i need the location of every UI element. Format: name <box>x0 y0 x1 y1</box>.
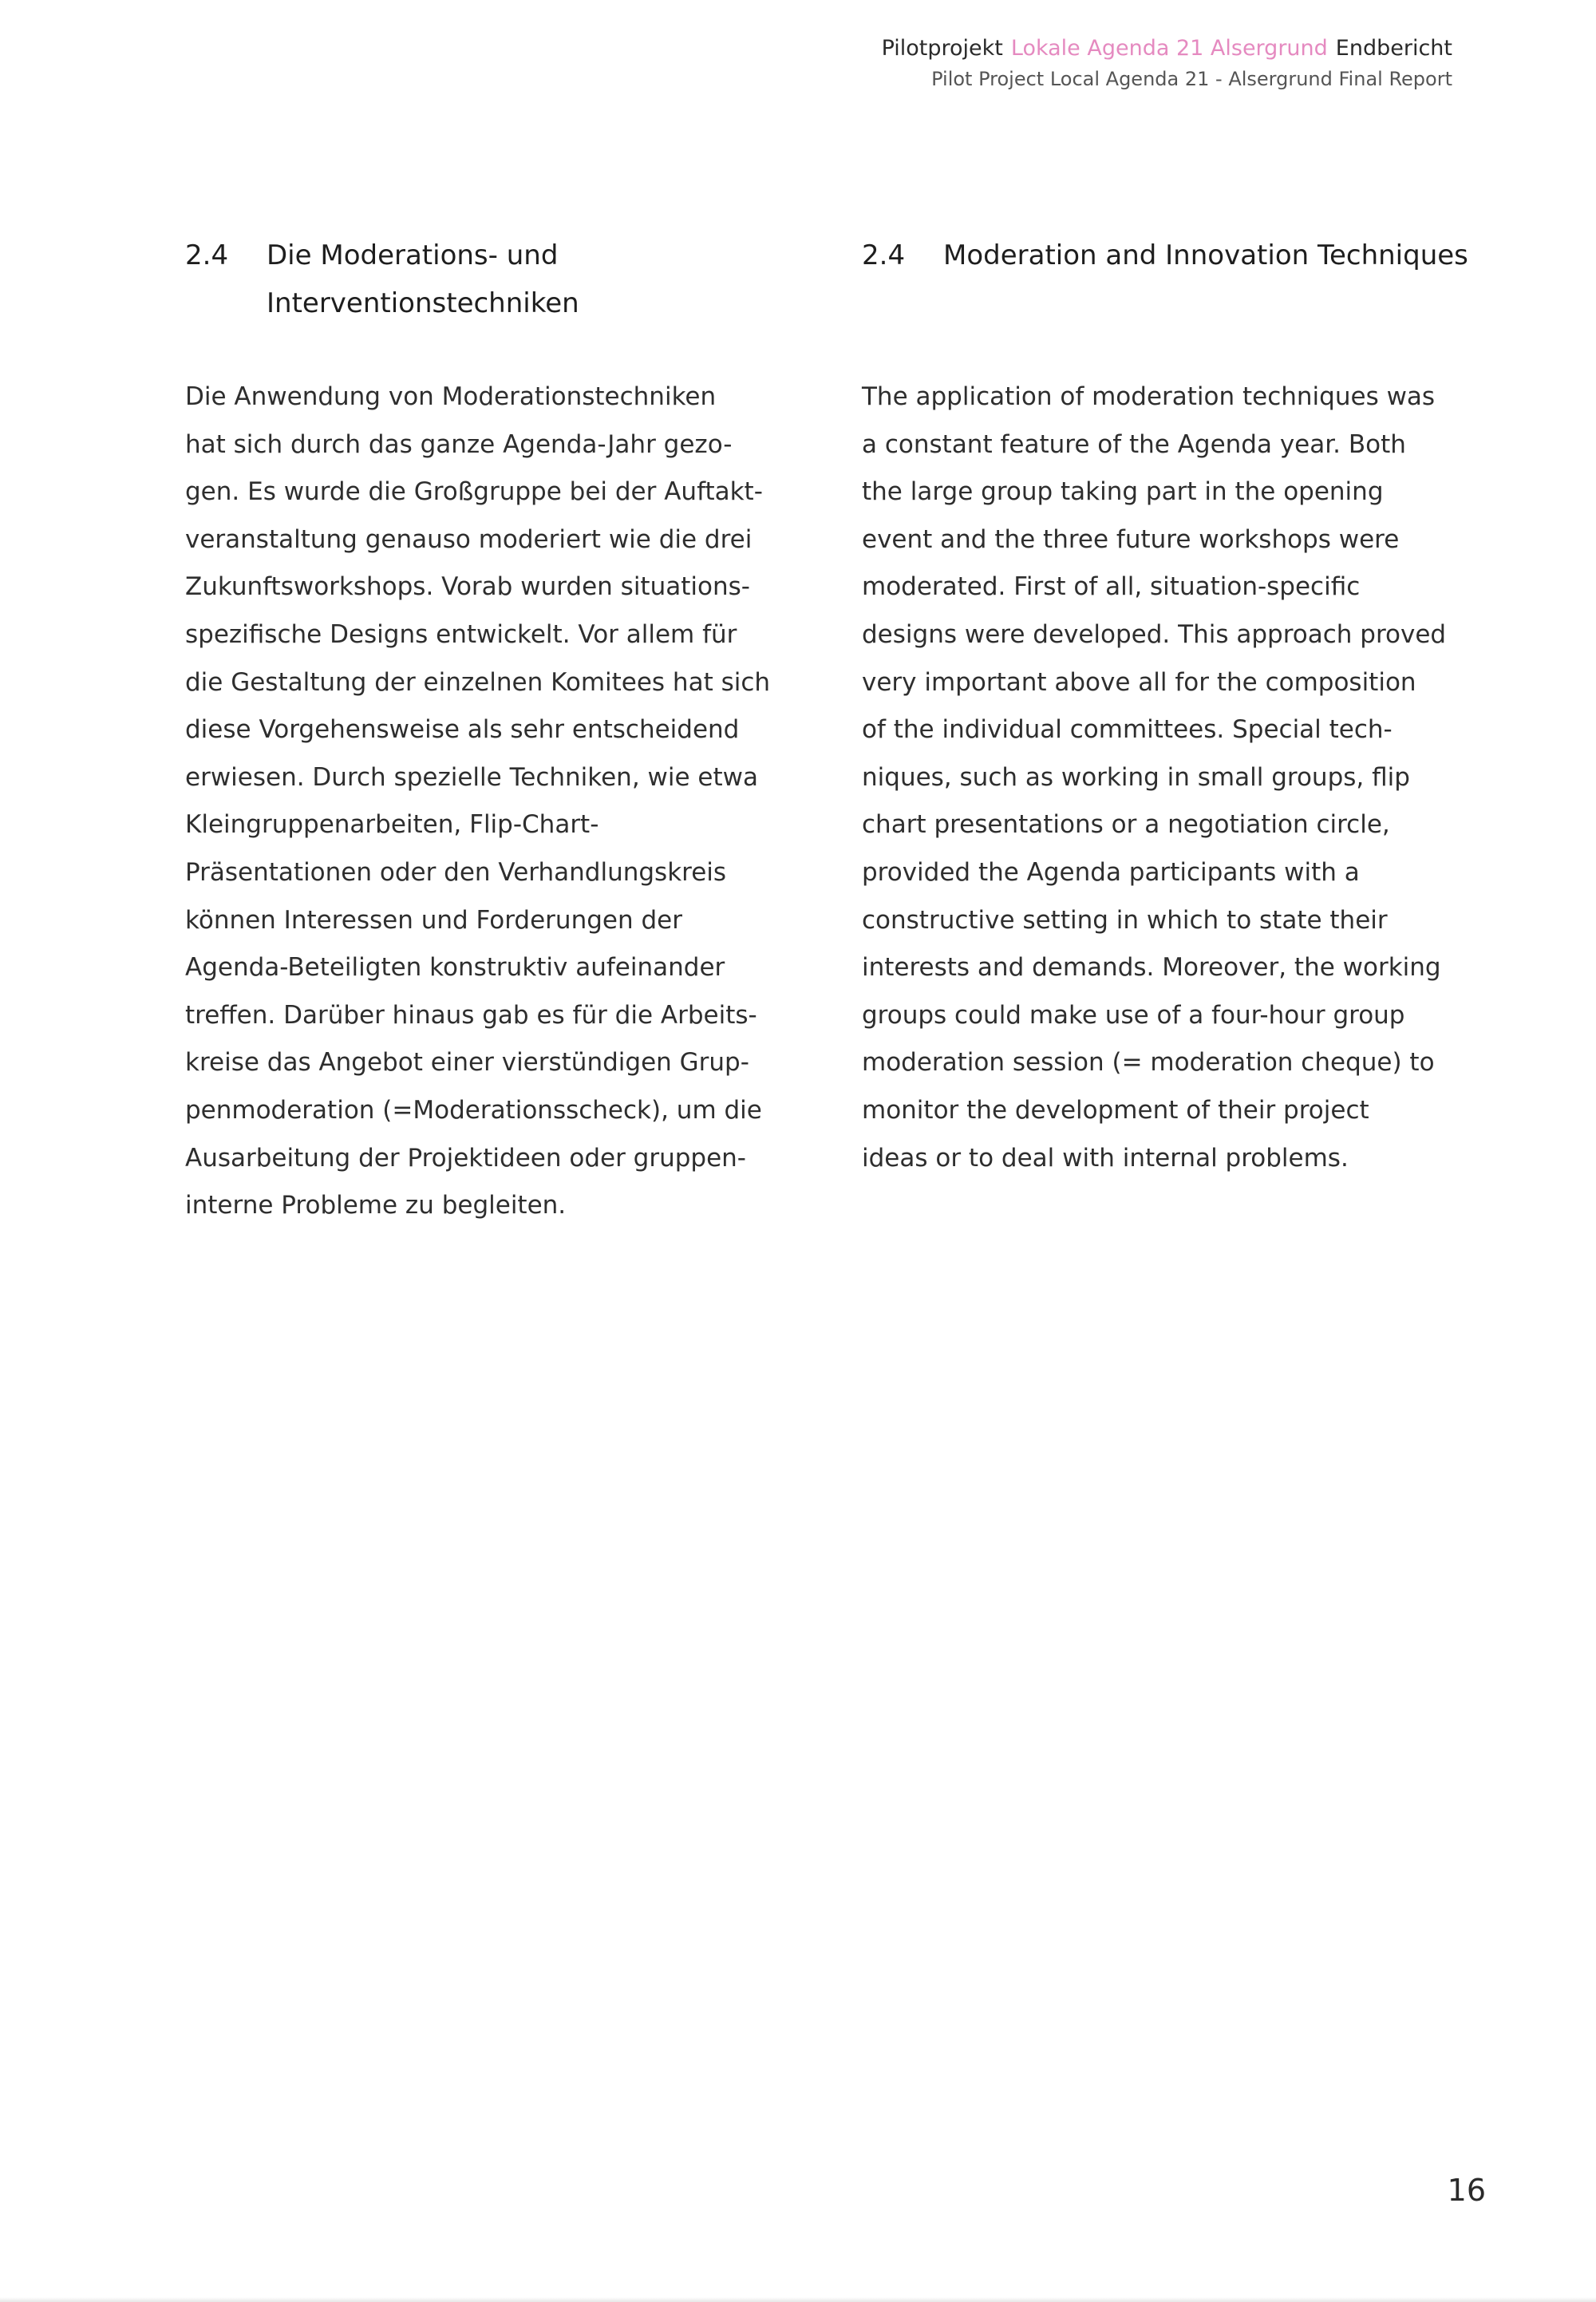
text-line: moderation session (= moderation cheque) to <box>862 1048 1435 1078</box>
text-line: spezifische Designs entwickelt. Vor allem für <box>185 619 737 649</box>
text-line: interne Probleme zu begleiten. <box>185 1191 567 1220</box>
text-line: Zukunftsworkshops. Vorab wurden situations- <box>185 572 750 602</box>
header-title <box>882 32 1452 65</box>
text-line: Agenda-Beteiligten konstruktiv aufeinander <box>185 953 725 983</box>
text-line: designs were developed. This approach proved <box>862 619 1447 649</box>
text-line: The application of moderation techniques was <box>862 382 1436 411</box>
header-suffix: Endbericht <box>1335 36 1452 61</box>
text-line: Präsentationen oder den Verhandlungskreis <box>185 857 727 887</box>
text-line: niques, such as working in small groups, flip <box>862 762 1410 792</box>
text-line: provided the Agenda participants with a <box>862 857 1360 887</box>
text-line: die Gestaltung der einzelnen Komitees hat sich <box>185 667 771 697</box>
text-line: very important above all for the composition <box>862 667 1416 697</box>
text-line: of the individual committees. Special tech- <box>862 715 1393 745</box>
page-edge <box>0 2297 1596 2302</box>
text-line: event and the three future workshops were <box>862 524 1400 554</box>
text-line: veranstaltung genauso moderiert wie die drei <box>185 524 753 554</box>
text-line: gen. Es wurde die Großgruppe bei der Auftakt- <box>185 477 763 507</box>
text-line: kreise das Angebot einer vierstündigen Grup- <box>185 1048 749 1078</box>
text-line: penmoderation (=Moderationsscheck), um die <box>185 1095 762 1125</box>
text-line: Ausarbeitung der Projektideen oder gruppen- <box>185 1143 746 1173</box>
text-line: hat sich durch das ganze Agenda-Jahr gezo- <box>185 429 733 459</box>
page-number: 16 <box>1447 2173 1486 2208</box>
english-section-number: 2.4 <box>862 239 906 271</box>
text-line: interests and demands. Moreover, the working <box>862 953 1441 983</box>
german-heading <box>185 231 792 327</box>
text-line: groups could make use of a four-hour group <box>862 1000 1405 1030</box>
text-line: Die Anwendung von Moderationstechniken <box>185 382 717 411</box>
german-section-number: 2.4 <box>185 239 229 271</box>
running-header <box>882 32 1452 93</box>
header-accent: Lokale Agenda 21 Alsergrund <box>1010 36 1328 61</box>
text-line: a constant feature of the Agenda year. Both <box>862 429 1406 459</box>
german-section-title <box>267 231 792 327</box>
text-line: chart presentations or a negotiation circle, <box>862 810 1390 840</box>
text-line: Kleingruppenarbeiten, Flip-Chart- <box>185 810 599 840</box>
text-line: diese Vorgehensweise als sehr entscheidend <box>185 715 740 745</box>
text-line: the large group taking part in the opening <box>862 477 1384 507</box>
german-paragraph <box>185 374 792 1230</box>
text-line: moderated. First of all, situation-specific <box>862 572 1361 602</box>
english-heading <box>862 231 1468 279</box>
text-line: treffen. Darüber hinaus gab es für die Arbeits- <box>185 1000 757 1030</box>
english-paragraph <box>862 374 1468 1182</box>
text-line: ideas or to deal with internal problems. <box>862 1143 1349 1173</box>
header-prefix: Pilotprojekt <box>881 36 1003 61</box>
german-title-line: Interventionstechniken <box>267 287 579 319</box>
text-line: erwiesen. Durch spezielle Techniken, wie etwa <box>185 762 759 792</box>
german-title-line: Die Moderations- und <box>267 239 559 271</box>
text-line: monitor the development of their project <box>862 1095 1369 1125</box>
header-subtitle: Pilot Project Local Agenda 21 - Alsergrund Final Report <box>931 68 1452 90</box>
english-section-title: Moderation and Innovation Techniques <box>943 239 1468 271</box>
text-line: können Interessen und Forderungen der <box>185 905 682 935</box>
text-line: constructive setting in which to state their <box>862 905 1388 935</box>
